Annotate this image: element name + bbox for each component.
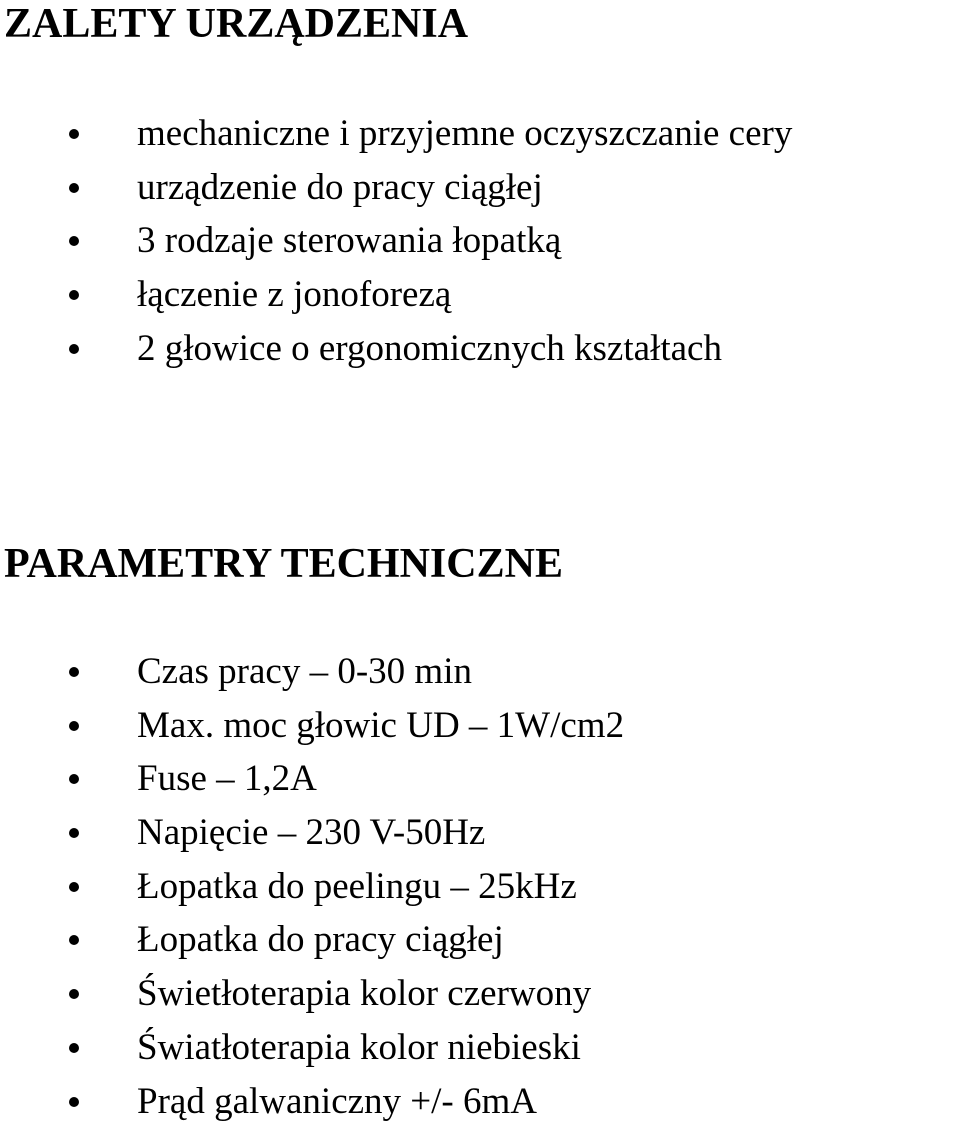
bullet-icon — [69, 1043, 79, 1053]
bullet-icon — [69, 989, 79, 999]
list-item-label: Napięcie – 230 V-50Hz — [137, 806, 485, 860]
features-heading: ZALETY URZĄDZENIA — [4, 0, 468, 48]
list-item-label: Max. moc głowic UD – 1W/cm2 — [137, 699, 624, 753]
list-item-label: Światłoterapia kolor niebieski — [137, 1021, 581, 1075]
list-item-label: Świetłoterapia kolor czerwony — [137, 967, 591, 1021]
list-item-label: mechaniczne i przyjemne oczyszczanie cery — [137, 107, 792, 161]
bullet-icon — [69, 129, 79, 139]
list-item-label: Łopatka do peelingu – 25kHz — [137, 860, 577, 914]
bullet-icon — [69, 290, 79, 300]
bullet-icon — [69, 774, 79, 784]
list-item-label: Czas pracy – 0-30 min — [137, 645, 472, 699]
list-item-label: łączenie z jonoforezą — [137, 268, 451, 322]
bullet-icon — [69, 882, 79, 892]
list-item-label: 2 głowice o ergonomicznych kształtach — [137, 322, 722, 376]
bullet-icon — [69, 344, 79, 354]
bullet-icon — [69, 935, 79, 945]
list-item-label: Fuse – 1,2A — [137, 752, 317, 806]
parameters-heading: PARAMETRY TECHNICZNE — [4, 540, 563, 588]
list-item-label: Prąd galwaniczny +/- 6mA — [137, 1075, 537, 1128]
list-item-label: 3 rodzaje sterowania łopatką — [137, 214, 561, 268]
bullet-icon — [69, 236, 79, 246]
bullet-icon — [69, 1097, 79, 1107]
bullet-icon — [69, 721, 79, 731]
bullet-icon — [69, 183, 79, 193]
list-item-label: Łopatka do pracy ciągłej — [137, 913, 504, 967]
bullet-icon — [69, 828, 79, 838]
list-item-label: urządzenie do pracy ciągłej — [137, 161, 543, 215]
bullet-icon — [69, 667, 79, 677]
